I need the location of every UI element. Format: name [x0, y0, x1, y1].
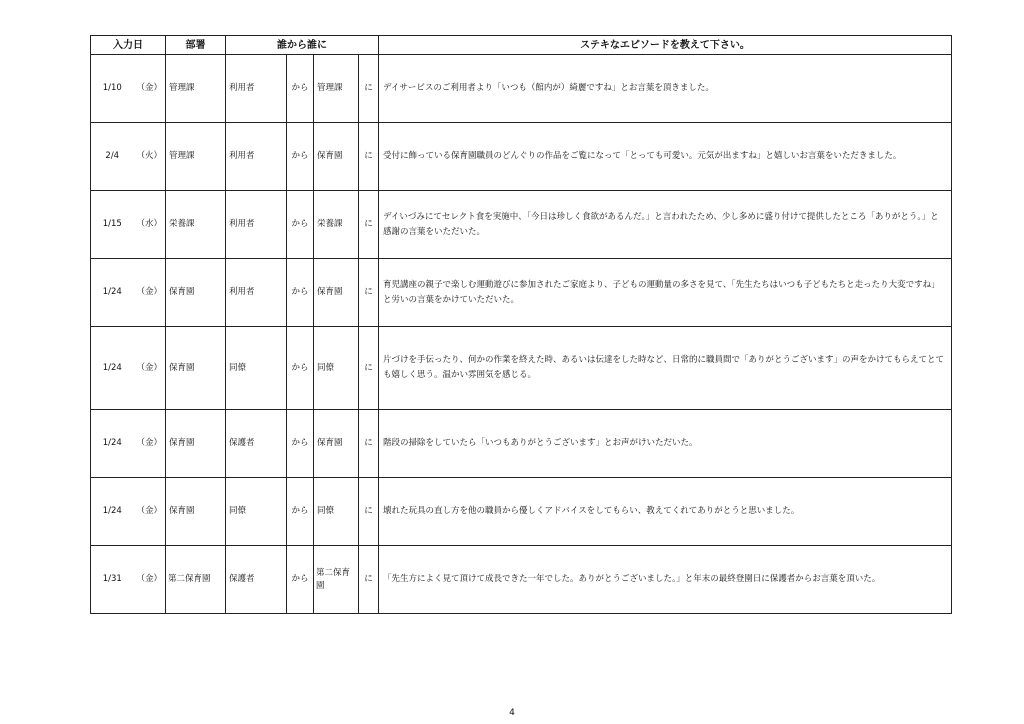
kara-cell: から	[287, 478, 314, 546]
ni-cell: に	[359, 259, 379, 327]
kara-cell: から	[287, 191, 314, 259]
header-episode: ステキなエピソードを教えて下さい。	[379, 36, 952, 55]
weekday-cell: （金）	[134, 478, 166, 546]
episode-cell: 受付に飾っている保育園職員のどんぐりの作品をご覧になって「とっても可愛い。元気が出ますね」と嬉しいお言葉をいただきました。	[379, 123, 952, 191]
to-cell: 保育園	[314, 259, 359, 327]
table-row	[91, 123, 952, 191]
ni-cell: に	[359, 191, 379, 259]
episode-cell: 「先生方によく見て頂けて成長できた一年でした。ありがとうございました。」と年末の最終登園日に保護者からお言葉を頂いた。	[379, 546, 952, 614]
to-cell: 同僚	[314, 478, 359, 546]
dept-cell: 保育園	[166, 327, 226, 410]
weekday-cell: （火）	[134, 123, 166, 191]
date-cell: 1/15	[91, 191, 134, 259]
ni-cell: に	[359, 478, 379, 546]
to-cell: 栄養課	[314, 191, 359, 259]
weekday-cell: （金）	[134, 546, 166, 614]
episode-cell: 壊れた玩具の直し方を他の職員から優しくアドバイスをしてもらい、教えてくれてありがとうと思いました。	[379, 478, 952, 546]
table-row	[91, 55, 952, 123]
to-cell: 管理課	[314, 55, 359, 123]
kara-cell: から	[287, 327, 314, 410]
dept-cell: 保育園	[166, 478, 226, 546]
date-cell: 1/24	[91, 327, 134, 410]
kara-cell: から	[287, 55, 314, 123]
date-cell: 1/24	[91, 478, 134, 546]
weekday-cell: （水）	[134, 191, 166, 259]
table-row	[91, 410, 952, 478]
table-row	[91, 546, 952, 614]
weekday-cell: （金）	[134, 327, 166, 410]
from-cell: 保護者	[226, 546, 287, 614]
from-cell: 同僚	[226, 327, 287, 410]
dept-cell: 保育園	[166, 410, 226, 478]
weekday-cell: （金）	[134, 410, 166, 478]
kara-cell: から	[287, 546, 314, 614]
date-cell: 1/10	[91, 55, 134, 123]
header-dept: 部署	[166, 36, 226, 55]
date-cell: 2/4	[91, 123, 134, 191]
weekday-cell: （金）	[134, 259, 166, 327]
dept-cell: 管理課	[166, 123, 226, 191]
header-row	[91, 36, 952, 55]
from-cell: 利用者	[226, 123, 287, 191]
kara-cell: から	[287, 123, 314, 191]
date-cell: 1/24	[91, 259, 134, 327]
to-cell: 同僚	[314, 327, 359, 410]
date-cell: 1/24	[91, 410, 134, 478]
from-cell: 利用者	[226, 55, 287, 123]
ni-cell: に	[359, 546, 379, 614]
weekday-cell: （金）	[134, 55, 166, 123]
date-cell: 1/31	[91, 546, 134, 614]
to-cell: 保育園	[314, 123, 359, 191]
dept-cell: 管理課	[166, 55, 226, 123]
table-row	[91, 259, 952, 327]
episode-cell: 片づけを手伝ったり、何かの作業を終えた時、あるいは伝達をした時など、日常的に職員間で「ありがとうございます」の声をかけてもらえてとても嬉しく思う。温かい雰囲気を感じる。	[379, 327, 952, 410]
header-date: 入力日	[91, 36, 166, 55]
from-cell: 保護者	[226, 410, 287, 478]
table-row	[91, 191, 952, 259]
ni-cell: に	[359, 410, 379, 478]
table-row	[91, 478, 952, 546]
table-row	[91, 327, 952, 410]
to-cell: 第二保育園	[314, 546, 359, 614]
dept-cell: 第二保育園	[166, 546, 226, 614]
ni-cell: に	[359, 123, 379, 191]
dept-cell: 保育園	[166, 259, 226, 327]
kara-cell: から	[287, 410, 314, 478]
episode-cell: デイいづみにてセレクト食を実施中、「今日は珍しく食欲があるんだ。」と言われたため、少し多めに盛り付けて提供したところ「ありがとう。」と感謝の言葉をいただいた。	[379, 191, 952, 259]
page-number: 4	[509, 708, 515, 718]
dept-cell: 栄養課	[166, 191, 226, 259]
episode-cell: 階段の掃除をしていたら「いつもありがとうございます」とお声がけいただいた。	[379, 410, 952, 478]
ni-cell: に	[359, 55, 379, 123]
from-cell: 同僚	[226, 478, 287, 546]
to-cell: 保育園	[314, 410, 359, 478]
kara-cell: から	[287, 259, 314, 327]
header-from-to: 誰から誰に	[226, 36, 379, 55]
episode-table	[90, 35, 952, 614]
episode-cell: 育児講座の親子で楽しむ運動遊びに参加されたご家庭より、子どもの運動量の多さを見て、「先生たちはいつも子どもたちと走ったり大変ですね」と労いの言葉をかけていただいた。	[379, 259, 952, 327]
episode-cell: デイサービスのご利用者より「いつも（館内が）綺麗ですね」とお言葉を頂きました。	[379, 55, 952, 123]
ni-cell: に	[359, 327, 379, 410]
from-cell: 利用者	[226, 259, 287, 327]
from-cell: 利用者	[226, 191, 287, 259]
